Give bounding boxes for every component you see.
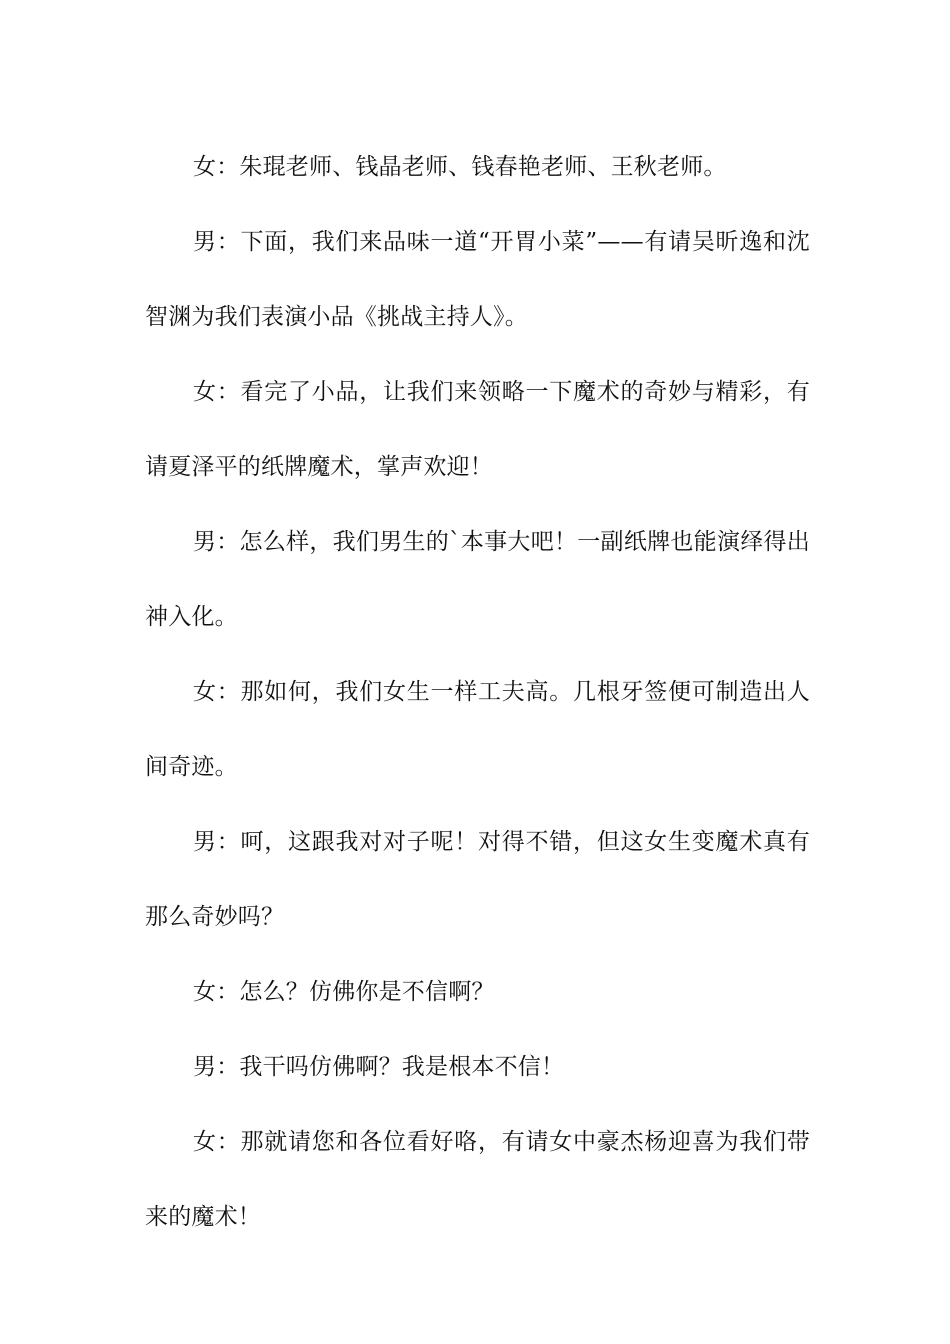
- paragraph: 男：呵，这跟我对对子呢！对得不错，但这女生变魔术真有那么奇妙吗？: [145, 829, 810, 930]
- paragraph: 女：那就请您和各位看好咯，有请女中豪杰杨迎喜为我们带来的魔术！: [145, 1129, 810, 1230]
- paragraph: 女：朱琨老师、钱晶老师、钱春艳老师、王秋老师。: [193, 154, 727, 180]
- paragraph: 男：下面，我们来品味一道“开胃小菜”——有请吴昕逸和沈智渊为我们表演小品《挑战主持人》。: [145, 229, 810, 330]
- paragraph: 男：怎么样，我们男生的`本事大吧！一副纸牌也能演绎得出神入化。: [145, 529, 810, 630]
- document-body: [145, 130, 810, 1255]
- paragraph: 女：看完了小品，让我们来领略一下魔术的奇妙与精彩，有请夏泽平的纸牌魔术，掌声欢迎！: [145, 379, 810, 480]
- paragraph: 男：我干吗仿佛啊？我是根本不信！: [193, 1054, 565, 1080]
- paragraph: 女：怎么？仿佛你是不信啊？: [193, 979, 495, 1005]
- paragraph: 女：那如何，我们女生一样工夫高。几根牙签便可制造出人间奇迹。: [145, 679, 810, 780]
